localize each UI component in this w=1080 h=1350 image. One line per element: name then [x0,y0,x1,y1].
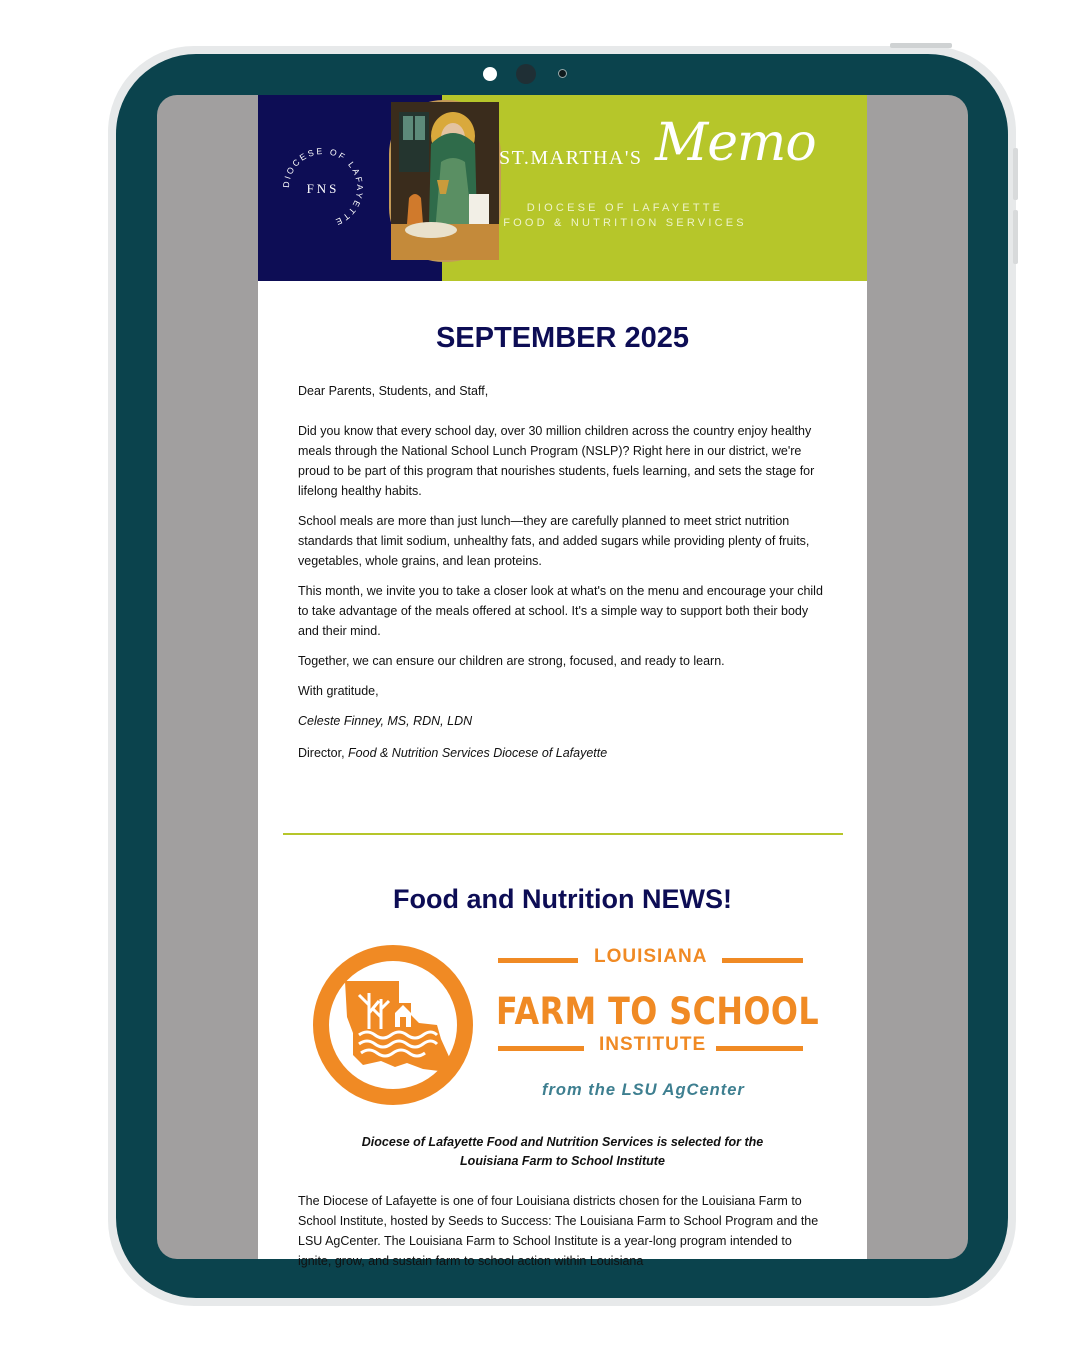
svg-text:FNS: FNS [306,181,340,196]
volume-down-button [1013,210,1018,264]
svg-text:DIOCESE OF LAFAYETTE: DIOCESE OF LAFAYETTE [280,145,366,229]
sensor-icon [483,67,497,81]
logo-institute: INSTITUTE [599,1034,707,1055]
volume-up-button [1013,148,1018,200]
letter-paragraph: Did you know that every school day, over 30 million children across the country enjoy healthy meals through the National School Lunch Program (NSLP)? Right here in our district, we're proud to be part of this program that nourishes students, fuels learning, and sets the stage for lifelong healthy habits. [298,424,815,498]
newsletter-banner [258,95,867,281]
letter-paragraph: Together, we can ensure our children are strong, focused, and ready to learn. [298,654,725,668]
banner-subtitle-line2: FOOD & NUTRITION SERVICES [503,217,747,229]
banner-subtitle-line1: DIOCESE OF LAFAYETTE [526,202,724,214]
logo-rule [722,958,803,963]
letter-paragraph: This month, we invite you to take a closer look at what's on the menu and encourage your child to take advantage of the meals offered at school. It's a simple way to support both their body and their mind. [298,584,823,638]
signature-title-org: Food & Nutrition Services Diocese of Lafayette [348,746,608,760]
letter-paragraph: School meals are more than just lunch—they are carefully planned to meet strict nutrition standards that limit sodium, unhealthy fats, and added sugars while providing plenty of fruits, vegetables, whole grains, and lean proteins. [298,514,810,568]
greeting: Dear Parents, Students, and Staff, [298,384,489,398]
st-martha-icon-image [389,100,501,262]
louisiana-state-icon [311,943,475,1107]
section-divider [283,833,843,835]
caption-line2: Louisiana Farm to School Institute [460,1154,665,1168]
memo-script-title: Memo [655,113,816,173]
logo-farm-to-school: FARM TO SCHOOL [496,990,820,1033]
month-heading: SEPTEMBER 2025 [435,322,690,354]
logo-rule [498,1046,584,1051]
farm-to-school-logo [258,943,867,1111]
logo-from-lsu: from the LSU AgCenter [542,1081,745,1099]
flash-icon [558,69,567,78]
fns-seal-logo [278,143,368,233]
logo-rule [498,958,578,963]
power-button [890,43,952,48]
email-newsletter[interactable] [258,95,867,1268]
signature-title-prefix: Director, [298,746,345,760]
camera-icon [516,64,536,84]
memo-title: ST.MARTHA'S [499,147,643,169]
news-article-text: The Diocese of Lafayette is one of four Louisiana districts chosen for the Louisiana Farm to School Institute, hosted by Seeds to Success: The Louisiana Farm to School Program and the LSU AgCenter. The Louisiana Farm to School Institute is a year-long program intended to ignite, grow, and sustain farm to school action within Louisiana [298,1194,819,1268]
caption-line1: Diocese of Lafayette Food and Nutrition Services is selected for the [361,1135,764,1149]
closing: With gratitude, [298,684,379,698]
signature-title [298,743,827,763]
letter-body [258,381,867,763]
signature: Celeste Finney, MS, RDN, LDN [298,714,473,728]
news-caption [328,1133,797,1171]
logo-louisiana: LOUISIANA [594,946,708,967]
tablet-screen [157,95,968,1268]
logo-rule [716,1046,803,1051]
news-heading: Food and Nutrition NEWS! [393,884,732,914]
